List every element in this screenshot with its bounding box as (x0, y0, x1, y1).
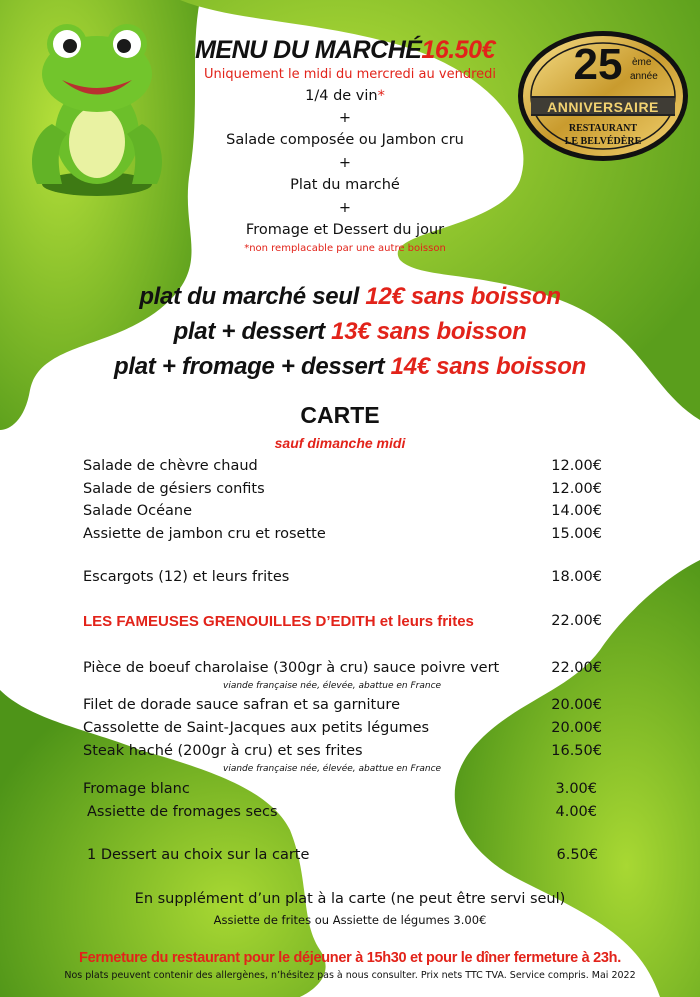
carte-item-name: Steak haché (200gr à cru) et ses frites (83, 743, 363, 759)
carte-item-name: Filet de dorade sauce safran et sa garniture (83, 697, 400, 713)
footer-hours: Fermeture du restaurant pour le déjeuner à 15h30 et pour le dîner fermeture à 23h. (79, 950, 621, 966)
carte-item-price: 12.00€ (551, 481, 602, 497)
badge-suffix-year: année (630, 71, 658, 82)
carte-item-special (83, 613, 474, 630)
carte-item-price: 20.00€ (551, 720, 602, 736)
carte-item-name: Assiette de jambon cru et rosette (83, 526, 326, 542)
carte-item-price: 20.00€ (551, 697, 602, 713)
carte-item-price: 15.00€ (551, 526, 602, 542)
carte-item-name: Assiette de fromages secs (87, 804, 278, 820)
carte-item-name: 1 Dessert au choix sur la carte (87, 847, 310, 863)
menu-price: 16.50€ (421, 36, 495, 64)
carte-item-price: 18.00€ (551, 569, 602, 585)
carte-item-name: Salade Océane (83, 503, 193, 519)
frog-mascot-icon (22, 14, 172, 204)
carte-item-name: Salade de chèvre chaud (83, 458, 258, 474)
badge-restaurant: RESTAURANT (568, 123, 638, 134)
menu-subtitle: Uniquement le midi du mercredi au vendredi (204, 67, 496, 82)
carte-item-price: 3.00€ (555, 781, 597, 797)
menu-line-wine (160, 88, 530, 104)
carte-item-price: 6.50€ (556, 847, 598, 863)
menu-plus: + (338, 155, 352, 171)
menu-line-salad: Salade composée ou Jambon cru (226, 132, 464, 148)
carte-item-price: 12.00€ (551, 458, 602, 474)
carte-item-name: Pièce de boeuf charolaise (300gr à cru) sauce poivre vert (83, 660, 500, 676)
menu-line-plat: Plat du marché (290, 177, 400, 193)
badge-number: 25 (573, 40, 623, 89)
formula-label: plat du marché seul (139, 283, 366, 310)
carte-item-name: Fromage blanc (83, 781, 190, 797)
formula-label: plat + dessert (173, 318, 332, 345)
carte-subtitle: sauf dimanche midi (274, 435, 406, 451)
menu-line-dessert: Fromage et Dessert du jour (245, 222, 445, 238)
carte-item-price: 22.00€ (551, 660, 602, 676)
carte-item-special-name: LES FAMEUSES GRENOUILLES D’EDITH (83, 613, 376, 630)
badge-restaurant-name: LE BELVÉDÈRE (564, 136, 642, 147)
badge-anniversary-label: ANNIVERSAIRE (547, 99, 659, 115)
formula-line (40, 318, 660, 346)
formula-price: 12€ sans boisson (365, 283, 561, 310)
carte-item-price: 4.00€ (555, 804, 597, 820)
formula-line (40, 353, 660, 381)
menu-plus: + (338, 110, 352, 126)
carte-item-special-suffix: et leurs frites (375, 613, 474, 630)
carte-item-price: 14.00€ (551, 503, 602, 519)
formula-price: 14€ sans boisson (390, 353, 586, 380)
menu-title-text: MENU DU MARCHÉ (195, 36, 422, 64)
supplement-text: En supplément d’un plat à la carte (ne peut être servi seul) (134, 891, 566, 907)
menu-plus: + (338, 200, 352, 216)
formula-price: 13€ sans boisson (331, 318, 527, 345)
carte-item-price: 16.50€ (551, 743, 602, 759)
carte-item-price: 22.00€ (551, 613, 602, 629)
menu-title (160, 36, 530, 65)
menu-wine-star: * (377, 88, 385, 104)
carte-item-note: viande française née, élevée, abattue en France (223, 764, 442, 774)
menu-wine-text: 1/4 de vin (305, 88, 378, 104)
carte-title: CARTE (300, 402, 380, 428)
carte-item-name: Cassolette de Saint-Jacques aux petits légumes (83, 720, 430, 736)
carte-item-name: Escargots (12) et leurs frites (83, 569, 290, 585)
carte-item-name: Salade de gésiers confits (83, 481, 265, 497)
menu-footnote: *non remplacable par une autre boisson (244, 243, 446, 254)
supplement-detail: Assiette de frites ou Assiette de légumes 3.00€ (213, 913, 487, 927)
formula-label: plat + fromage + dessert (114, 353, 391, 380)
footer-legal: Nos plats peuvent contenir des allergènes, n’hésitez pas à nous consulter. Prix nets TTC TVA. Service compris. Mai 2022 (64, 970, 636, 981)
carte-item-note: viande française née, élevée, abattue en France (223, 681, 442, 691)
badge-suffix: ème (632, 57, 652, 68)
formula-line (40, 283, 660, 311)
